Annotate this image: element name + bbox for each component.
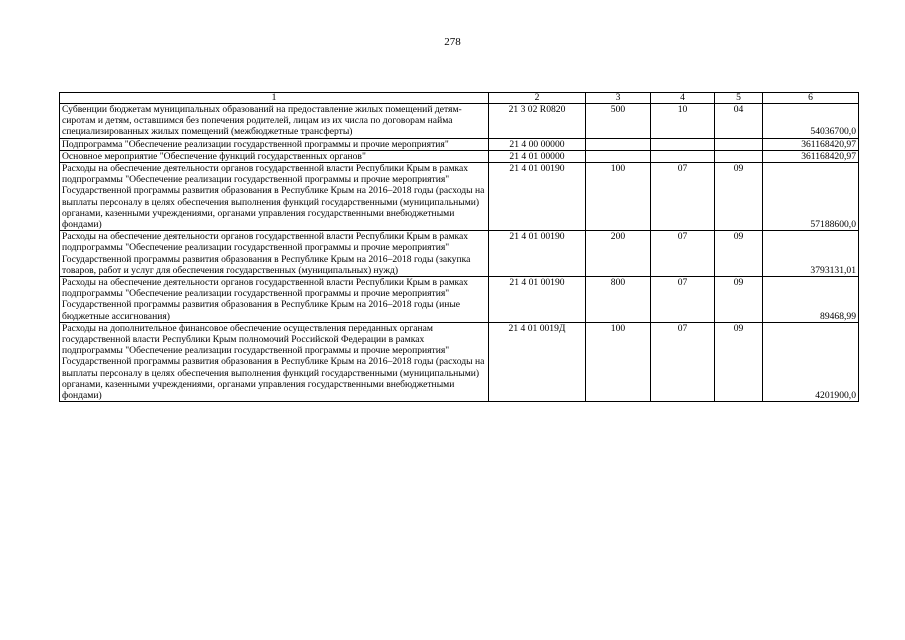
row-section: 07 [651, 231, 715, 277]
row-subsection: 04 [715, 104, 763, 139]
row-code: 21 4 01 00190 [489, 163, 586, 231]
row-name: Субвенции бюджетам муниципальных образований на предоставление жилых помещений детям-сиротам и детям, оставшимся без попечения родителей, лицам из их числа по договорам найма специализированных жилых помещений (межбюджетные трансферты) [60, 104, 489, 139]
row-code: 21 4 01 00190 [489, 231, 586, 277]
row-subsection: 09 [715, 277, 763, 323]
row-expense-type: 100 [586, 322, 651, 401]
row-code: 21 4 01 00190 [489, 277, 586, 323]
row-sum: 361168420,97 [763, 138, 859, 150]
row-name: Расходы на обеспечение деятельности органов государственной власти Республики Крым в рамках подпрограммы "Обеспечение реализации государственной программы и прочие мероприятия" Государственной программы развития образования в Республике Крым на 2016–2018 годы (расходы на выплаты персоналу в целях обеспечения выполнения функций государственными (муниципальными) органами, казенными учреждениями, органами управления государственными внебюджетными фондами) [60, 163, 489, 231]
row-sum: 361168420,97 [763, 150, 859, 162]
row-section: 10 [651, 104, 715, 139]
page-number: 278 [444, 36, 461, 48]
table-row [60, 322, 859, 401]
row-section [651, 138, 715, 150]
row-expense-type: 500 [586, 104, 651, 139]
row-expense-type: 800 [586, 277, 651, 323]
table-row [60, 231, 859, 277]
row-expense-type: 200 [586, 231, 651, 277]
row-section: 07 [651, 163, 715, 231]
row-name: Расходы на дополнительное финансовое обеспечение осуществления переданных органам государственной власти Республики Крым полномочий Российской Федерации в рамках подпрограммы "Обеспечение реализации государственной программы и прочие мероприятия" Государственной программы развития образования в Республике Крым на 2016–2018 годы (расходы на выплаты персоналу в целях обеспечения выполнения функций государственными (муниципальными) органами, казенными учреждениями, органами управления государственными внебюджетными фондами) [60, 322, 489, 401]
row-expense-type [586, 138, 651, 150]
row-code: 21 4 00 00000 [489, 138, 586, 150]
column-header: 3 [586, 93, 651, 104]
column-header: 2 [489, 93, 586, 104]
table-row [60, 150, 859, 162]
row-section: 07 [651, 277, 715, 323]
row-expense-type: 100 [586, 163, 651, 231]
column-header: 6 [763, 93, 859, 104]
row-subsection: 09 [715, 231, 763, 277]
row-name: Расходы на обеспечение деятельности органов государственной власти Республики Крым в рамках подпрограммы "Обеспечение реализации государственной программы и прочие мероприятия" Государственной программы развития образования в Республике Крым на 2016–2018 годы (иные бюджетные ассигнования) [60, 277, 489, 323]
budget-table [59, 92, 859, 402]
row-section [651, 150, 715, 162]
row-name: Подпрограмма "Обеспечение реализации государственной программы и прочие мероприятия" [60, 138, 489, 150]
row-subsection [715, 150, 763, 162]
column-header: 1 [60, 93, 489, 104]
column-header: 4 [651, 93, 715, 104]
row-expense-type [586, 150, 651, 162]
row-code: 21 3 02 R0820 [489, 104, 586, 139]
table-row [60, 277, 859, 323]
row-sum: 3793131,01 [763, 231, 859, 277]
row-sum: 54036700,0 [763, 104, 859, 139]
row-sum: 4201900,0 [763, 322, 859, 401]
table-header-row [60, 93, 859, 104]
row-name: Основное мероприятие "Обеспечение функций государственных органов" [60, 150, 489, 162]
row-sum: 57188600,0 [763, 163, 859, 231]
table-row [60, 104, 859, 139]
row-section: 07 [651, 322, 715, 401]
row-subsection [715, 138, 763, 150]
table-row [60, 138, 859, 150]
row-name: Расходы на обеспечение деятельности органов государственной власти Республики Крым в рамках подпрограммы "Обеспечение реализации государственной программы и прочие мероприятия" Государственной программы развития образования в Республике Крым на 2016–2018 годы (закупка товаров, работ и услуг для обеспечения государственных (муниципальных) нужд) [60, 231, 489, 277]
row-code: 21 4 01 00000 [489, 150, 586, 162]
row-subsection: 09 [715, 322, 763, 401]
row-sum: 89468,99 [763, 277, 859, 323]
row-subsection: 09 [715, 163, 763, 231]
table-row [60, 163, 859, 231]
column-header: 5 [715, 93, 763, 104]
row-code: 21 4 01 0019Д [489, 322, 586, 401]
